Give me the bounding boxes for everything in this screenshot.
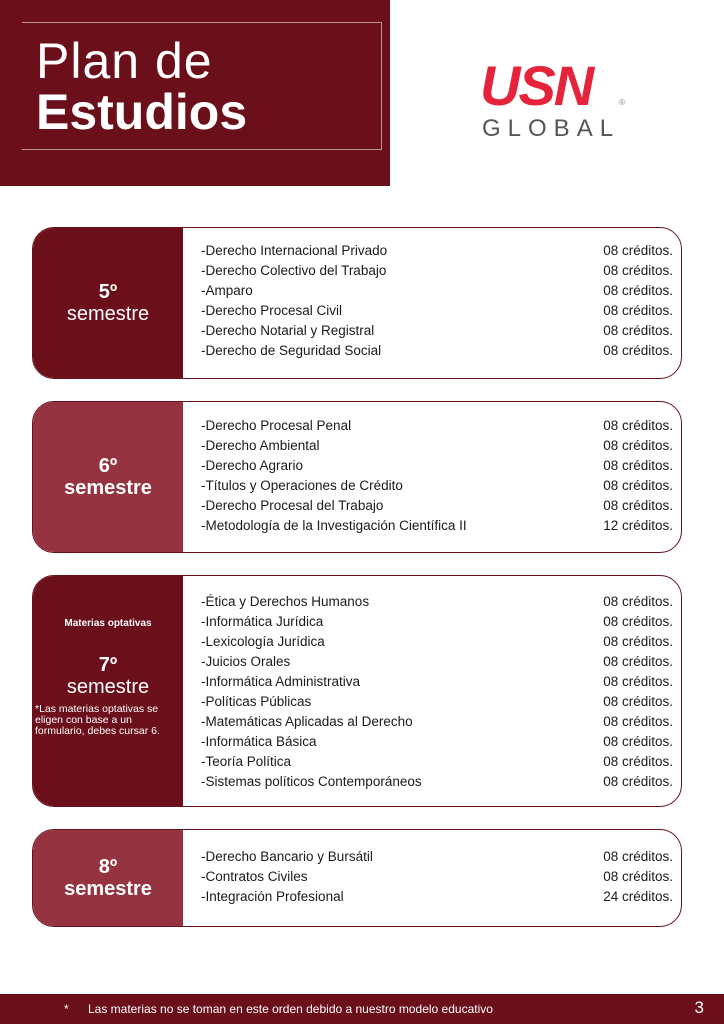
semester-card-7	[32, 575, 682, 807]
subject-name: -Amparo	[201, 283, 253, 298]
subject-credits: 08 créditos.	[603, 438, 673, 453]
subject-name: -Matemáticas Aplicadas al Derecho	[201, 714, 413, 729]
subject-row	[201, 281, 673, 301]
usn-global-logo	[480, 54, 630, 148]
subject-row	[201, 241, 673, 261]
subject-credits: 24 créditos.	[603, 889, 673, 904]
subject-row	[201, 416, 673, 436]
subject-name: -Lexicología Jurídica	[201, 634, 325, 649]
subject-credits: 08 créditos.	[603, 869, 673, 884]
header-banner	[0, 0, 390, 186]
subject-name: -Juicios Orales	[201, 654, 291, 669]
subject-row	[201, 321, 673, 341]
subject-credits: 08 créditos.	[603, 323, 673, 338]
page-title-line2: Estudios	[36, 84, 248, 140]
subject-name: -Derecho Procesal Civil	[201, 303, 343, 318]
subject-credits: 08 créditos.	[603, 478, 673, 493]
page-number: 3	[694, 998, 704, 1017]
subject-row	[201, 301, 673, 321]
logo-brand: USN	[480, 54, 593, 117]
subject-row	[201, 672, 673, 692]
subject-row	[201, 612, 673, 632]
page-title-line1: Plan de	[36, 33, 213, 89]
semester-word: semestre	[64, 878, 152, 900]
semester-label	[33, 228, 183, 378]
subject-credits: 08 créditos.	[603, 343, 673, 358]
subject-name: -Informática Jurídica	[201, 614, 324, 629]
subject-name: -Integración Profesional	[201, 889, 344, 904]
logo-subtitle: GLOBAL	[482, 115, 621, 142]
subject-name: -Informática Administrativa	[201, 674, 361, 689]
subject-credits: 08 créditos.	[603, 734, 673, 749]
subject-credits: 08 créditos.	[603, 614, 673, 629]
subject-name: -Derecho Agrario	[201, 458, 304, 473]
subject-credits: 08 créditos.	[603, 594, 673, 609]
subject-row	[201, 652, 673, 672]
subject-name: -Derecho Procesal del Trabajo	[201, 498, 384, 513]
footer-asterisk: *	[64, 1002, 69, 1016]
optional-subjects-note: *Las materias optativas se eligen con base a un formulario, debes cursar 6.	[35, 703, 160, 737]
subject-name: -Políticas Públicas	[201, 694, 312, 709]
subject-name: -Derecho Procesal Penal	[201, 418, 352, 433]
subject-row	[201, 732, 673, 752]
subject-credits: 08 créditos.	[603, 303, 673, 318]
subject-row	[201, 456, 673, 476]
subject-credits: 08 créditos.	[603, 754, 673, 769]
subject-credits: 12 créditos.	[603, 518, 673, 533]
logo-registered-mark: ®	[619, 98, 625, 107]
semester-word: semestre	[66, 676, 150, 698]
subject-row	[201, 592, 673, 612]
subject-list	[201, 847, 673, 907]
subject-row	[201, 436, 673, 456]
subject-row	[201, 341, 673, 361]
semester-card-5	[32, 227, 682, 379]
subject-list	[201, 592, 673, 792]
subject-credits: 08 créditos.	[603, 243, 673, 258]
subject-row	[201, 887, 673, 907]
subject-row	[201, 867, 673, 887]
subject-name: -Metodología de la Investigación Científica II	[201, 518, 467, 533]
subject-row	[201, 772, 673, 792]
subject-row	[201, 752, 673, 772]
subject-row	[201, 496, 673, 516]
semester-label	[33, 830, 183, 926]
subject-name: -Teoría Política	[201, 754, 292, 769]
subject-name: -Derecho Notarial y Registral	[201, 323, 375, 338]
subject-name: -Sistemas políticos Contemporáneos	[201, 774, 422, 789]
subject-row	[201, 516, 673, 536]
semester-card-8	[32, 829, 682, 927]
semester-number: 6º	[98, 455, 118, 477]
subject-name: -Derecho Internacional Privado	[201, 243, 388, 258]
semester-heading	[33, 654, 183, 698]
subject-credits: 08 créditos.	[603, 654, 673, 669]
footer-bar	[0, 994, 724, 1024]
semester-word: semestre	[64, 477, 152, 499]
subject-name: -Títulos y Operaciones de Crédito	[201, 478, 403, 493]
semester-number: 7º	[98, 654, 118, 676]
subject-row	[201, 692, 673, 712]
subject-row	[201, 632, 673, 652]
subject-name: -Derecho Bancario y Bursátil	[201, 849, 373, 864]
subject-name: -Ética y Derechos Humanos	[201, 594, 370, 609]
subject-name: -Derecho Ambiental	[201, 438, 320, 453]
semester-number: 8º	[98, 856, 118, 878]
subject-name: -Informática Básica	[201, 734, 317, 749]
semester-word: semestre	[66, 303, 150, 325]
semester-label	[33, 576, 183, 806]
footer-note: Las materias no se toman en este orden debido a nuestro modelo educativo	[88, 1002, 493, 1016]
subject-row	[201, 261, 673, 281]
subject-list	[201, 416, 673, 536]
subject-row	[201, 712, 673, 732]
subject-row	[201, 847, 673, 867]
subject-credits: 08 créditos.	[603, 714, 673, 729]
subject-credits: 08 créditos.	[603, 634, 673, 649]
subject-row	[201, 476, 673, 496]
semester-card-6	[32, 401, 682, 553]
subject-credits: 08 créditos.	[603, 263, 673, 278]
semester-label	[33, 402, 183, 552]
semester-number: 5º	[98, 281, 118, 303]
subject-list	[201, 241, 673, 361]
subject-credits: 08 créditos.	[603, 849, 673, 864]
subject-credits: 08 créditos.	[603, 774, 673, 789]
subject-credits: 08 créditos.	[603, 418, 673, 433]
subject-credits: 08 créditos.	[603, 283, 673, 298]
subject-credits: 08 créditos.	[603, 674, 673, 689]
subject-name: -Contratos Civiles	[201, 869, 308, 884]
subject-credits: 08 créditos.	[603, 498, 673, 513]
subject-credits: 08 créditos.	[603, 694, 673, 709]
subject-name: -Derecho Colectivo del Trabajo	[201, 263, 387, 278]
subject-credits: 08 créditos.	[603, 458, 673, 473]
subject-name: -Derecho de Seguridad Social	[201, 343, 382, 358]
optional-subjects-title: Materias optativas	[64, 618, 152, 629]
